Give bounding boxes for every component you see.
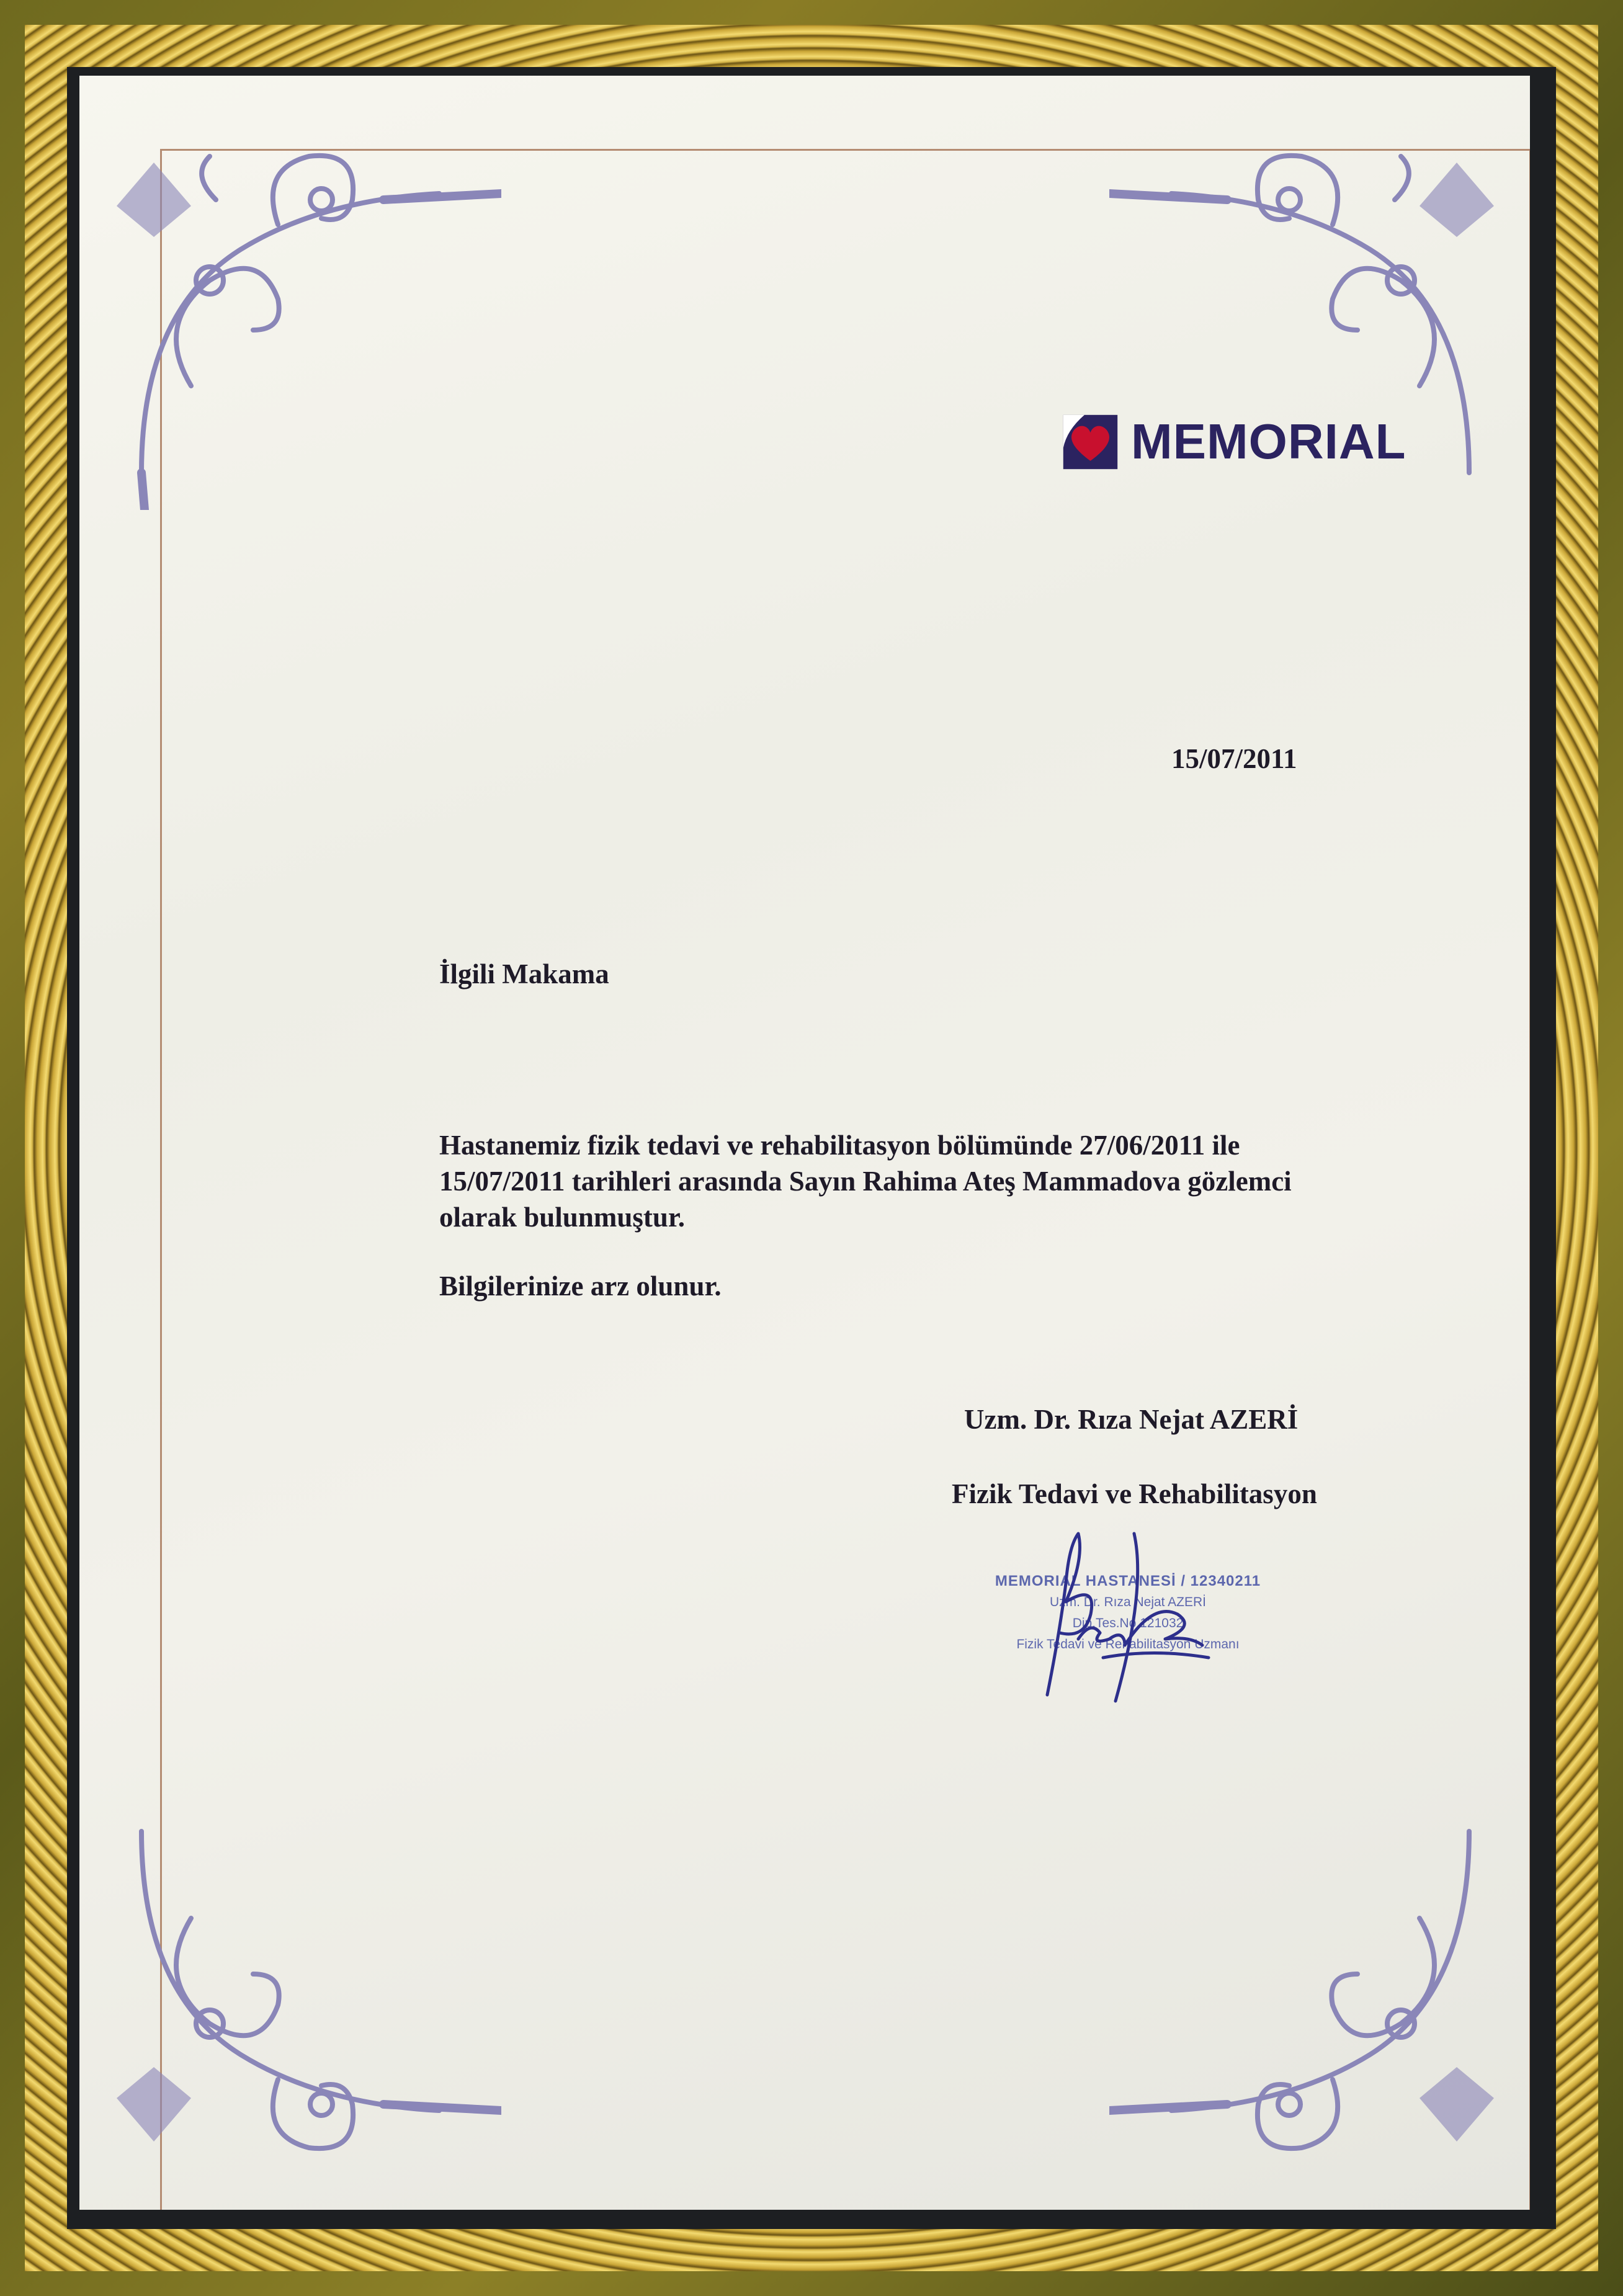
signatory-name: Uzm. Dr. Rıza Nejat AZERİ: [964, 1404, 1299, 1435]
letter-date: 15/07/2011: [1171, 743, 1297, 774]
corner-ornament-bottom-right: [1109, 1794, 1494, 2179]
stamp-line: MEMORIAL HASTANESİ / 12340211: [995, 1573, 1261, 1589]
corner-ornament-top-left: [117, 125, 501, 510]
body-line: Hastanemiz fizik tedavi ve rehabilitasyon bölümünde 27/06/2011 ile: [439, 1130, 1240, 1161]
letter-body: [439, 1127, 1382, 1235]
heart-logo-icon: [1061, 413, 1120, 471]
body-line: 15/07/2011 tarihleri arasında Sayın Rahima Ateş Mammadova gözlemci: [439, 1166, 1292, 1197]
stamp-line: Uzm. Dr. Rıza Nejat AZERİ: [1049, 1595, 1207, 1609]
certificate-paper: [79, 76, 1530, 2210]
stamp-line: Fizik Tedavi ve Rehabilitasyon Uzmanı: [1016, 1637, 1240, 1651]
handwritten-signature: [991, 1509, 1252, 1707]
logo-text: MEMORIAL: [1131, 414, 1406, 469]
signatory-department: Fizik Tedavi ve Rehabilitasyon: [952, 1478, 1317, 1509]
salutation: İlgili Makama: [439, 958, 609, 989]
body-line: olarak bulunmuştur.: [439, 1202, 685, 1233]
memorial-logo: [1061, 404, 1406, 479]
corner-ornament-bottom-left: [117, 1794, 501, 2179]
stamp-line: Dip.Tes.No.121032: [1072, 1616, 1184, 1630]
closing-line: Bilgilerinize arz olunur.: [439, 1271, 722, 1302]
